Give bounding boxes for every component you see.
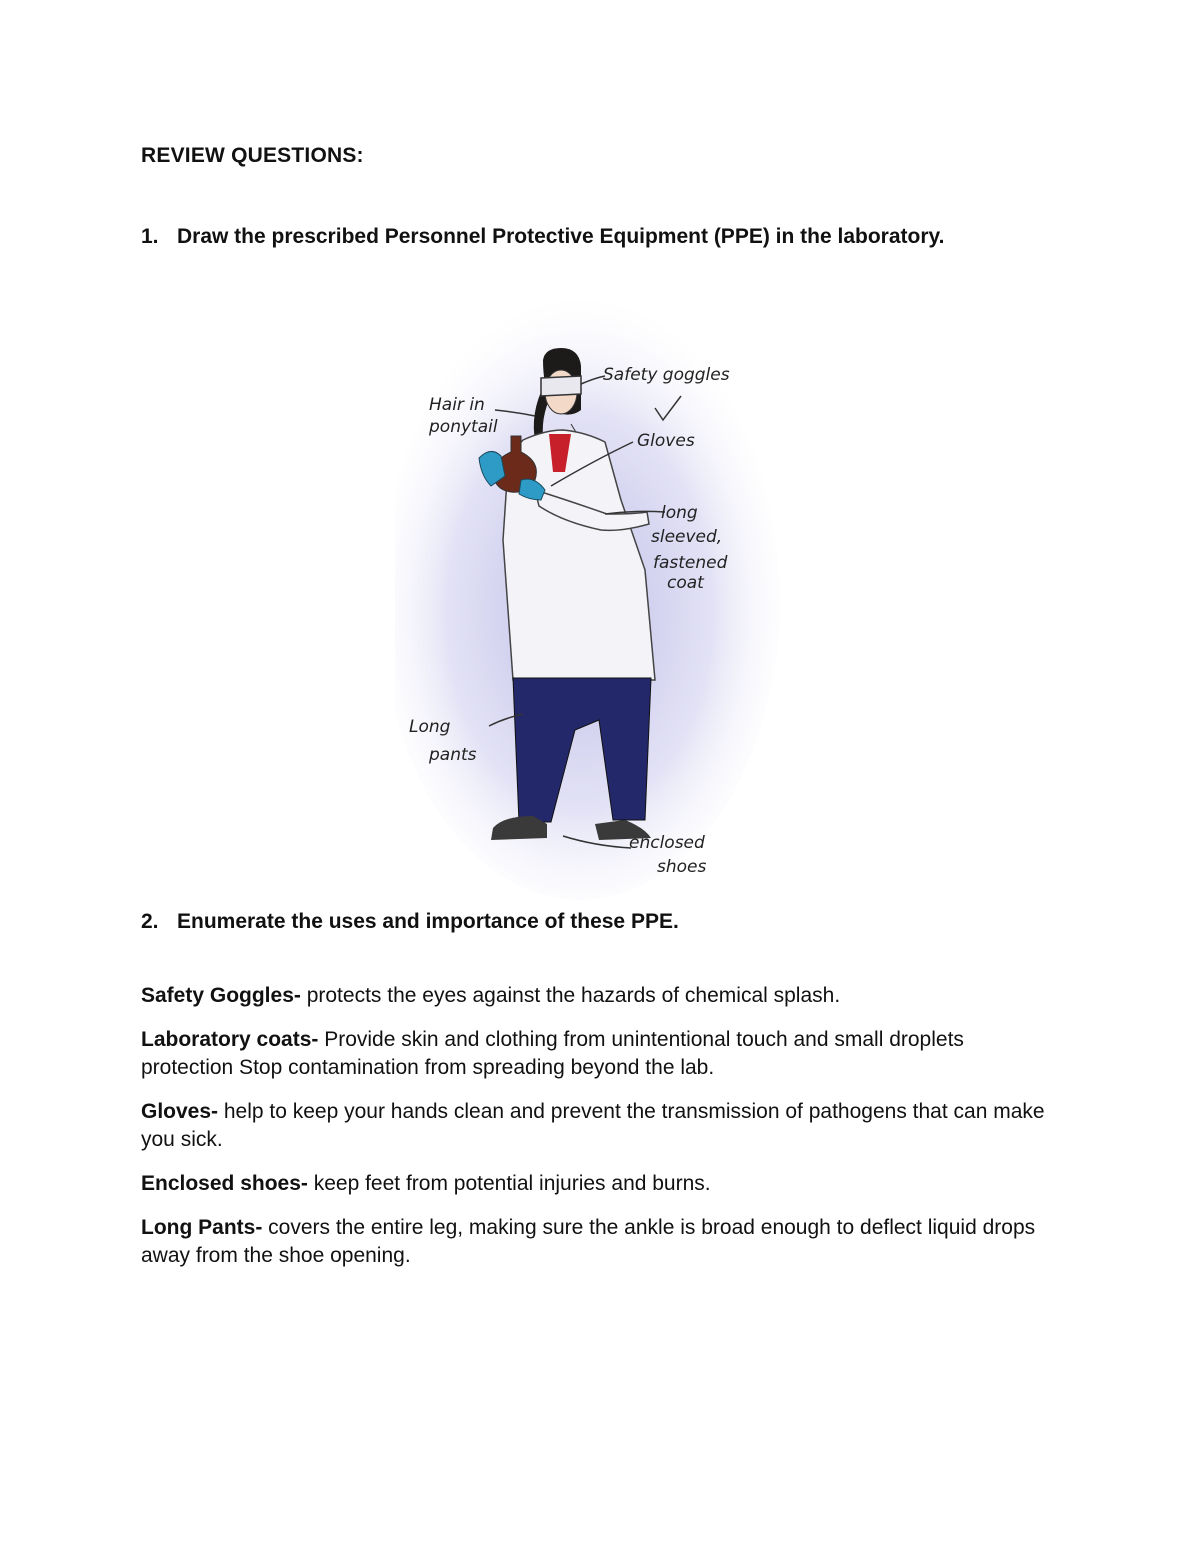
label-gloves: Gloves [637, 431, 695, 451]
label-pants-line2: pants [429, 745, 477, 765]
ppe-drawing [395, 300, 795, 900]
answer-text: keep feet from potential injuries and burns. [307, 1172, 711, 1195]
label-coat-line2: sleeved, [651, 527, 723, 547]
answer-text: protects the eyes against the hazards of chemical splash. [300, 984, 841, 1007]
answer-term: Laboratory coats- [141, 1028, 319, 1051]
ppe-illustration [395, 300, 795, 900]
answers-list [141, 982, 1061, 1286]
label-coat-line4: coat [667, 573, 704, 593]
answer-laboratory-coats [141, 1026, 1061, 1082]
label-pants-line1: Long [409, 717, 451, 737]
label-shoes-line2: shoes [657, 857, 707, 877]
answer-term: Gloves- [141, 1100, 219, 1123]
label-coat-line1: long [661, 503, 698, 523]
answer-long-pants [141, 1214, 1061, 1270]
question-number: 2. [141, 910, 159, 933]
section-heading: REVIEW QUESTIONS: [141, 144, 364, 167]
answer-term: Long Pants- [141, 1216, 263, 1239]
answer-gloves [141, 1098, 1061, 1154]
answer-safety-goggles [141, 982, 1061, 1010]
answer-text: help to keep your hands clean and prevent the transmission of pathogens that can make you sick. [141, 1100, 1045, 1151]
answer-text: covers the entire leg, making sure the ankle is broad enough to deflect liquid drops away from the shoe opening. [141, 1216, 1036, 1267]
question-1 [141, 225, 944, 249]
answer-term: Safety Goggles- [141, 984, 301, 1007]
label-safety-goggles: Safety goggles [603, 365, 730, 385]
safety-goggles [541, 376, 581, 396]
answer-text: Provide skin and clothing from unintentional touch and small droplets protection Stop contamination from spreading beyond the lab. [141, 1028, 964, 1079]
answer-term: Enclosed shoes- [141, 1172, 308, 1195]
question-2 [141, 910, 679, 934]
label-hair-line2: ponytail [429, 417, 498, 437]
answer-enclosed-shoes [141, 1170, 1061, 1198]
label-hair-line1: Hair in [429, 395, 485, 415]
question-text: Draw the prescribed Personnel Protective Equipment (PPE) in the laboratory. [177, 225, 945, 248]
question-number: 1. [141, 225, 159, 248]
label-coat-line3: fastened [653, 553, 728, 573]
question-text: Enumerate the uses and importance of these PPE. [177, 910, 679, 933]
label-shoes-line1: enclosed [629, 833, 705, 853]
